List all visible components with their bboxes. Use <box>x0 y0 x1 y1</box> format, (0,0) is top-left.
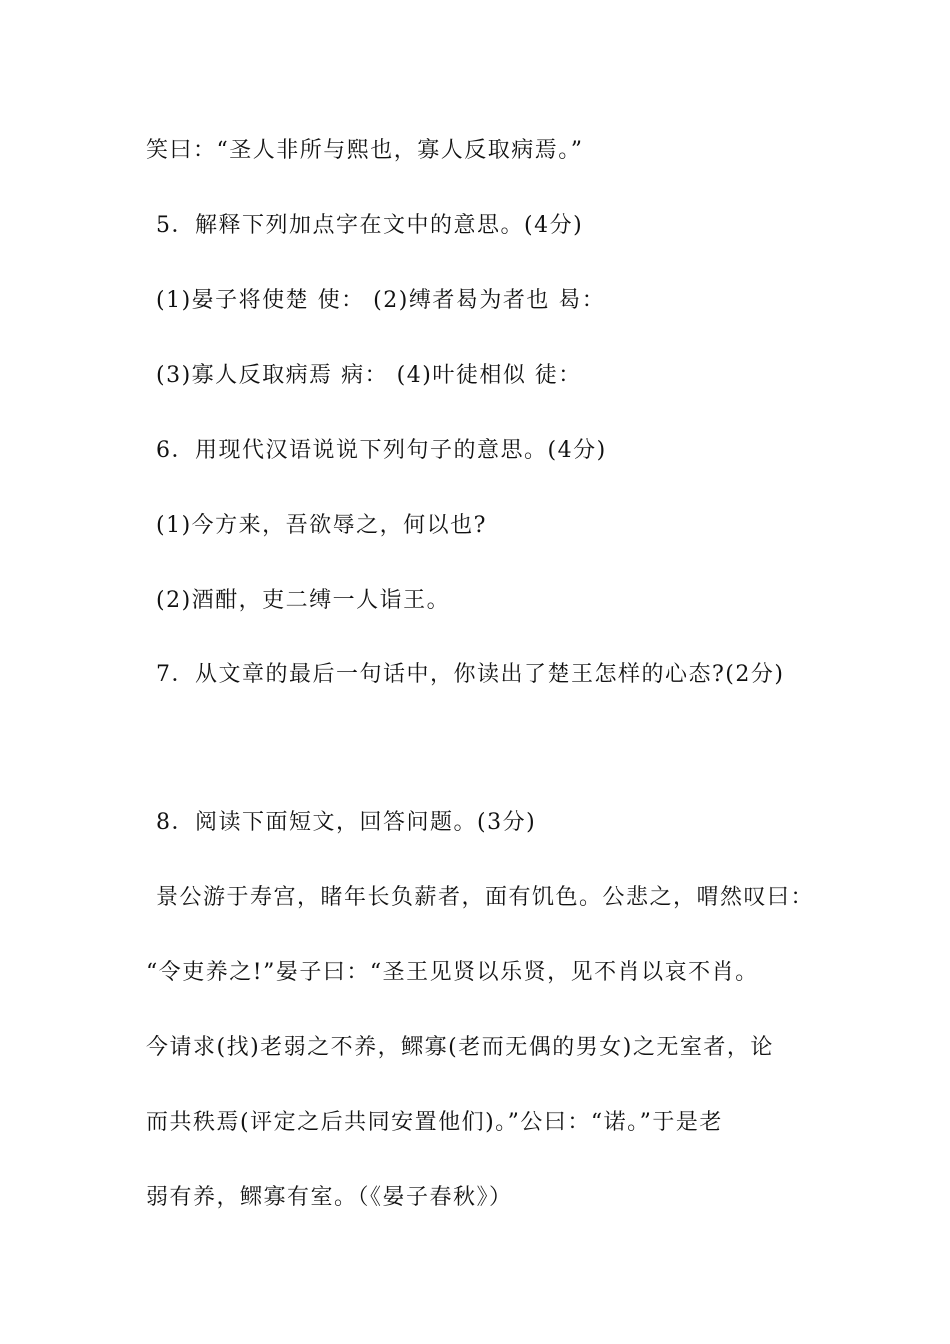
text-line-continuation: 笑曰：“圣人非所与熙也，寡人反取病焉。” <box>146 138 584 163</box>
passage-line-5: 弱有养，鳏寡有室。（《晏子春秋》） <box>146 1185 513 1210</box>
question-5-items-3-4: (3)寡人反取病焉 病： (4)叶徒相似 徒： <box>156 363 582 388</box>
question-6-item-1: (1)今方来，吾欲辱之，何以也? <box>156 513 487 538</box>
question-5: 5．解释下列加点字在文中的意思。(4分) <box>156 213 584 238</box>
question-7: 7．从文章的最后一句话中，你读出了楚王怎样的心态?(2分) <box>156 662 785 687</box>
question-6-item-2: (2)酒酣，吏二缚一人诣王。 <box>156 588 451 613</box>
passage-line-2: “令吏养之!”晏子曰：“圣王见贤以乐贤，见不肖以哀不肖。 <box>146 960 759 985</box>
passage-line-1: 景公游于寿宫，睹年长负薪者，面有饥色。公悲之，喟然叹曰： <box>156 885 815 910</box>
passage-line-4: 而共秩焉(评定之后共同安置他们)。”公曰：“诺。”于是老 <box>146 1110 723 1135</box>
question-5-items-1-2: (1)晏子将使楚 使： (2)缚者曷为者也 曷： <box>156 288 606 313</box>
question-8: 8．阅读下面短文，回答问题。(3分) <box>156 810 537 835</box>
question-6: 6．用现代汉语说说下列句子的意思。(4分) <box>156 438 607 463</box>
passage-line-3: 今请求(找)老弱之不养，鳏寡(老而无偶的男女)之无室者，论 <box>146 1035 774 1060</box>
